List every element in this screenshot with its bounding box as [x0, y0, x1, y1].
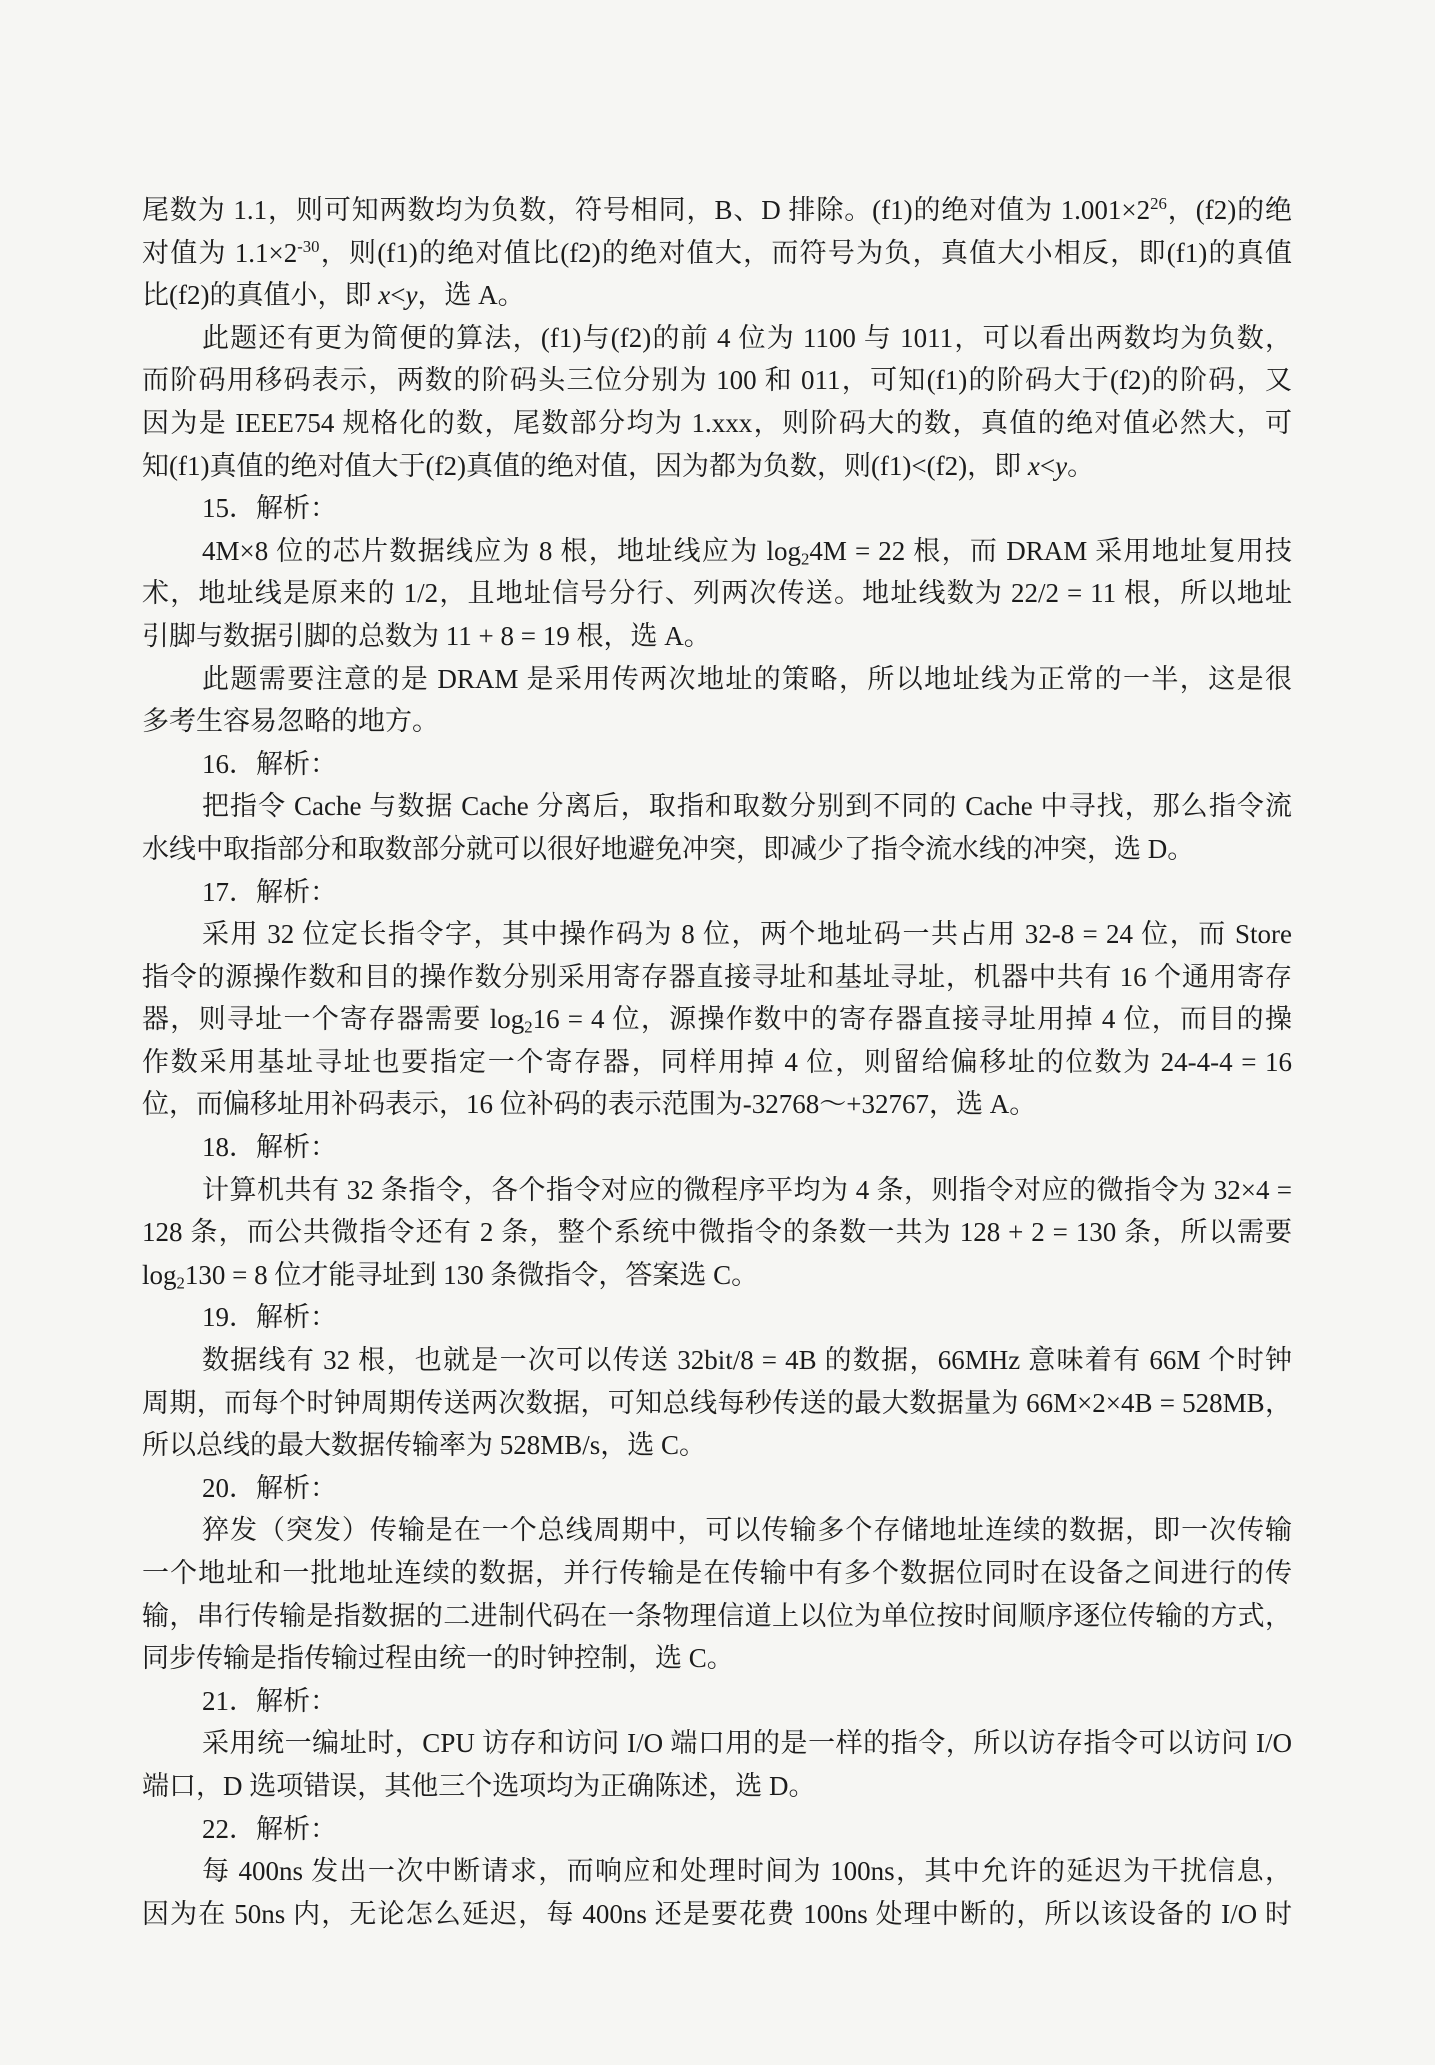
text-run: 16 = 4 位，源操作数中的寄存器直接寻址用掉 4 位，而目的操 — [532, 1004, 1292, 1035]
text-line — [142, 913, 1292, 956]
section-heading: 21．解析： — [202, 1685, 337, 1716]
answer-section — [142, 487, 1292, 743]
text-line — [142, 359, 1292, 402]
section-heading: 17．解析： — [202, 876, 337, 907]
text-line — [142, 1552, 1292, 1595]
section-heading: 22．解析： — [202, 1813, 337, 1844]
text-run: 比(f2)的真值小，即 — [142, 280, 379, 311]
text-run: 同步传输是指传输过程由统一的时钟控制，选 C。 — [142, 1643, 734, 1674]
text-run: 输，串行传输是指数据的二进制代码在一条物理信道上以位为单位按时间顺序逐位传输的方式， — [142, 1600, 1292, 1631]
text-run: 把指令 Cache 与数据 Cache 分离后，取指和取数分别到不同的 Cache 中寻找，那么指令流 — [202, 791, 1292, 822]
subscript: 2 — [176, 1273, 185, 1293]
text-run: 因为在 50ns 内，无论怎么延迟，每 400ns 还是要花费 100ns 处理中断的，所以该设备的 I/O 时 — [142, 1898, 1292, 1929]
text-line — [142, 1169, 1292, 1212]
text-run: 计算机共有 32 条指令，各个指令对应的微程序平均为 4 条，则指令对应的微指令为 32×4 = — [202, 1174, 1292, 1205]
paragraph — [142, 1722, 1292, 1807]
subscript: 2 — [801, 549, 810, 569]
text-run: < — [390, 280, 406, 311]
paragraph — [142, 1339, 1292, 1467]
text-run: 猝发（突发）传输是在一个总线周期中，可以传输多个存储地址连续的数据，即一次传输 — [202, 1515, 1292, 1546]
text-run: ，则(f1)的绝对值比(f2)的绝对值大，而符号为负，真值大小相反，即(f1)的真值 — [319, 237, 1293, 268]
text-run: 周期，而每个时钟周期传送两次数据，可知总线每秒传送的最大数据量为 66M×2×4B = 528MB， — [142, 1387, 1292, 1418]
continued-text — [142, 189, 1292, 487]
text-run: 作数采用基址寻址也要指定一个寄存器，同样用掉 4 位，则留给偏移址的位数为 24-4-4 = 16 — [142, 1046, 1292, 1077]
text-line — [142, 1893, 1292, 1936]
text-run: 尾数为 1.1，则可知两数均为负数，符号相同，B、D 排除。(f1)的绝对值为 1.001×2 — [142, 195, 1151, 225]
text-run: log — [142, 1259, 177, 1290]
text-run: ，(f2)的绝 — [1166, 195, 1292, 225]
text-line — [142, 1424, 1292, 1467]
text-line — [142, 1722, 1292, 1765]
text-line — [142, 232, 1292, 275]
text-run: 多考生容易忽略的地方。 — [142, 706, 439, 737]
text-line — [142, 317, 1292, 360]
text-line — [142, 785, 1292, 828]
text-line — [142, 1211, 1292, 1254]
answer-section — [142, 871, 1292, 1127]
text-run: 130 = 8 位才能寻址到 130 条微指令，答案选 C。 — [184, 1259, 759, 1290]
text-run: 引脚与数据引脚的总数为 11 + 8 = 19 根，选 A。 — [142, 620, 711, 651]
text-run: 位，而偏移址用补码表示，16 位补码的表示范围为-32768～+32767，选 A。 — [142, 1089, 1037, 1120]
section-heading: 18．解析： — [202, 1132, 337, 1163]
text-line — [142, 1765, 1292, 1808]
text-line — [142, 1041, 1292, 1084]
text-line — [142, 1850, 1292, 1893]
text-run: 每 400ns 发出一次中断请求，而响应和处理时间为 100ns，其中允许的延迟为干扰信息， — [202, 1856, 1292, 1887]
text-line — [142, 658, 1292, 701]
text-line — [142, 572, 1292, 615]
answer-section — [142, 743, 1292, 871]
section-heading: 20．解析： — [202, 1472, 337, 1503]
text-run: 一个地址和一批地址连续的数据，并行传输是在传输中有多个数据位同时在设备之间进行的传 — [142, 1558, 1292, 1588]
paragraph — [142, 189, 1292, 317]
answer-section — [142, 1467, 1292, 1680]
text-line — [142, 998, 1292, 1041]
paragraph — [142, 317, 1292, 487]
text-run: < — [1039, 450, 1056, 481]
answer-section — [142, 1680, 1292, 1808]
paragraph — [142, 785, 1292, 870]
paragraph — [142, 658, 1292, 743]
text-run: 此题需要注意的是 DRAM 是采用传两次地址的策略，所以地址线为正常的一半，这是很 — [202, 663, 1292, 694]
text-run: 术，地址线是原来的 1/2，且地址信号分行、列两次传送。地址线数为 22/2 = 11 根，所以地址 — [142, 578, 1292, 609]
text-line — [142, 1254, 1292, 1297]
math-variable: x — [378, 280, 391, 311]
text-run: 器，则寻址一个寄存器需要 log — [142, 1004, 525, 1035]
text-run: 端口，D 选项错误，其他三个选项均为正确陈述，选 D。 — [142, 1770, 816, 1801]
text-line — [142, 274, 1292, 317]
text-line — [142, 445, 1292, 488]
answer-section — [142, 1808, 1292, 1936]
text-run: 而阶码用移码表示，两数的阶码头三位分别为 100 和 011，可知(f1)的阶码大于(f2)的阶码，又 — [142, 365, 1292, 396]
text-run: 水线中取指部分和取数部分就可以很好地避免冲突，即减少了指令流水线的冲突，选 D。 — [142, 833, 1195, 864]
text-run: 。 — [1067, 450, 1095, 481]
text-line — [142, 1339, 1292, 1382]
paragraph — [142, 530, 1292, 658]
text-run: 指令的源操作数和目的操作数分别采用寄存器直接寻址和基址寻址，机器中共有 16 个通用寄存 — [142, 961, 1292, 992]
section-heading: 19．解析： — [202, 1302, 337, 1333]
text-run: 知(f1)真值的绝对值大于(f2)真值的绝对值，因为都为负数，则(f1)<(f2)，即 — [142, 450, 1028, 481]
text-run: 4M = 22 根，而 DRAM 采用地址复用技 — [809, 535, 1292, 566]
text-line — [142, 1637, 1292, 1680]
subscript: 2 — [524, 1017, 533, 1037]
paragraph — [142, 1509, 1292, 1679]
text-run: 采用 32 位定长指令字，其中操作码为 8 位，两个地址码一共占用 32-8 = 24 位，而 Store — [202, 919, 1292, 950]
text-body — [142, 189, 1292, 1935]
text-run: 因为是 IEEE754 规格化的数，尾数部分均为 1.xxx，则阶码大的数，真值的绝对值必然大，可 — [142, 407, 1292, 438]
text-run: 采用统一编址时，CPU 访存和访问 I/O 端口用的是一样的指令，所以访存指令可以访问 I/O — [202, 1728, 1292, 1759]
answer-section — [142, 1126, 1292, 1296]
text-run: 对值为 1.1×2 — [142, 237, 298, 268]
text-line — [142, 402, 1292, 445]
math-variable: x — [1027, 450, 1040, 481]
paragraph — [142, 913, 1292, 1126]
text-line — [142, 1595, 1292, 1638]
paragraph — [142, 1850, 1292, 1935]
text-line — [142, 1509, 1292, 1552]
text-run: 数据线有 32 根，也就是一次可以传送 32bit/8 = 4B 的数据，66MHz 意味着有 66M 个时钟 — [202, 1345, 1292, 1376]
text-line — [142, 1083, 1292, 1126]
math-variable: y — [405, 280, 418, 311]
math-variable: y — [1055, 450, 1068, 481]
text-line — [142, 828, 1292, 871]
text-run: 128 条，而公共微指令还有 2 条，整个系统中微指令的条数一共为 128 + 2 = 130 条，所以需要 — [142, 1217, 1292, 1248]
text-line — [142, 615, 1292, 658]
text-line — [142, 530, 1292, 573]
section-heading: 15．解析： — [202, 493, 337, 524]
section-heading: 16．解析： — [202, 748, 337, 779]
superscript: -30 — [297, 236, 320, 256]
text-line — [142, 189, 1292, 232]
paragraph — [142, 1169, 1292, 1297]
text-run: 此题还有更为简便的算法，(f1)与(f2)的前 4 位为 1100 与 1011，可以看出两数均为负数， — [202, 322, 1292, 353]
superscript: 26 — [1150, 193, 1167, 213]
answer-section — [142, 1296, 1292, 1466]
text-line — [142, 700, 1292, 743]
text-line — [142, 956, 1292, 999]
text-run: ，选 A。 — [417, 280, 525, 311]
text-line — [142, 1382, 1292, 1425]
text-run: 所以总线的最大数据传输率为 528MB/s，选 C。 — [142, 1430, 707, 1461]
text-run: 4M×8 位的芯片数据线应为 8 根，地址线应为 log — [202, 535, 802, 566]
